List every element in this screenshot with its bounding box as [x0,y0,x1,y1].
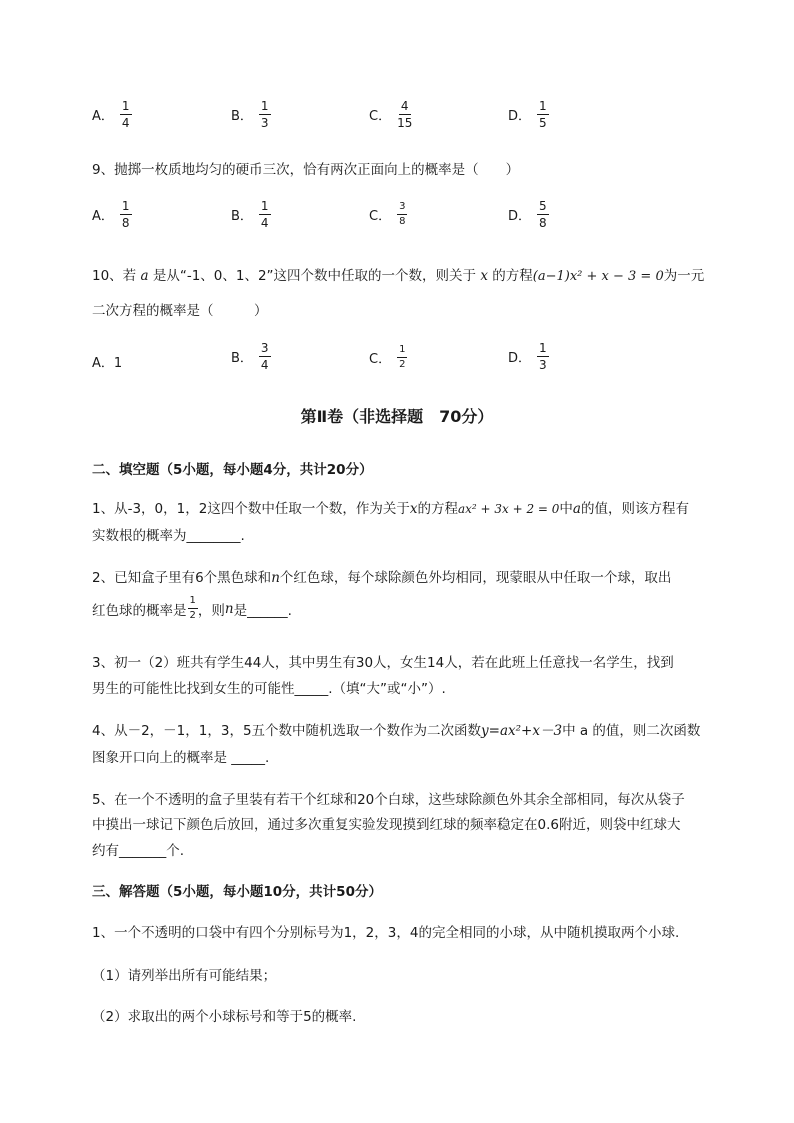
text: 是______. [233,602,292,619]
text: 2、已知盒子里有6个黑色球和 [92,570,272,586]
equation: ax² + 3x + 2 = 0 [457,502,560,516]
fraction-denominator: 3 [260,116,269,130]
fraction [397,345,407,370]
fill-q2-line-2 [92,596,292,621]
text: 10、若 [92,268,141,284]
part-title: 第Ⅱ卷（非选择题 70分） [300,407,494,426]
option-label: B． [231,351,253,366]
fraction-numerator: 1 [397,345,407,358]
variable: n [224,600,234,617]
equation: (a−1)x² + x − 3 = 0 [532,269,664,284]
q8-option-a[interactable] [92,100,132,129]
text: 个红色球，每个球除颜色外均相同，现蒙眼从中任取一个球，取出 [279,570,672,586]
option-label: B． [231,109,253,124]
text: ，则 [197,602,225,619]
fraction-denominator: 8 [539,216,547,230]
q9-option-b[interactable] [231,200,271,229]
fraction-denominator: 2 [399,359,406,370]
q8-option-c[interactable] [369,100,412,129]
text: 中 a 的值，则二次函数 [562,723,701,739]
fraction-numerator: 1 [121,99,130,113]
text: 的方程 [487,268,533,284]
q10-option-a[interactable] [92,352,122,371]
variable: n [271,570,280,586]
fraction-denominator: 15 [397,116,413,130]
text: 1、从-3，0，1，2这四个数中任取一个数，作为关于 [92,501,410,517]
fraction [120,200,132,229]
option-label: C． [369,109,392,124]
q10-line-2: 二次方程的概率是（ ） [92,303,268,319]
option-label: D． [508,351,532,366]
option-label: B． [231,209,253,224]
fraction [259,200,271,229]
fraction [537,100,549,129]
variable: x [480,268,488,284]
q10-option-b[interactable] [231,342,271,371]
fraction [188,596,198,621]
fraction [397,100,412,129]
section-heading-fill-in: 二、填空题（5小题，每小题4分，共计20分） [92,462,373,478]
option-label: D． [508,109,532,124]
fill-q1-line-2: 实数根的概率为________. [92,528,245,544]
equation: y=ax²+x－3 [481,723,563,739]
fraction [259,342,271,371]
text: 的方程 [417,501,458,517]
q10-line-1 [92,264,704,284]
fill-q1-line-1 [92,497,689,517]
fill-q4-line-1 [92,719,700,739]
variable: x [409,501,418,517]
fraction [537,342,549,371]
variable: a [140,268,149,284]
fraction-denominator: 2 [189,610,196,621]
fill-q2-line-1 [92,566,671,586]
q9-option-a[interactable] [92,200,132,229]
option-label: A． [92,209,114,224]
text: 4、从－2，－1，1，3，5五个数中随机选取一个数作为二次函数 [92,723,482,739]
option-label: C． [369,209,392,224]
q9-option-c[interactable] [369,202,407,227]
fraction-denominator: 3 [539,358,547,372]
option-label: D． [508,209,532,224]
fraction-denominator: 5 [539,116,547,130]
q9-option-d[interactable] [508,200,549,229]
fraction-numerator: 1 [121,199,130,213]
fraction [120,100,132,129]
q10-option-c[interactable] [369,345,407,370]
solve-q1-sub-2: （2）求取出的两个小球标号和等于5的概率. [92,1009,357,1025]
fraction [537,200,549,229]
solve-q1-sub-1: （1）请列举出所有可能结果； [92,968,277,984]
variable: a [572,501,581,517]
fraction-numerator: 1 [539,341,547,355]
fraction-denominator: 4 [260,358,269,372]
q9-text: 9、抛掷一枚质地均匀的硬币三次，恰有两次正面向上的概率是（ ） [92,162,520,178]
fill-q5-line-3: 约有_______个. [92,843,185,859]
fraction-numerator: 3 [260,341,269,355]
fraction-denominator: 8 [121,216,130,230]
fraction [397,202,407,227]
fraction-denominator: 4 [260,216,269,230]
q8-option-d[interactable] [508,100,549,129]
fraction-numerator: 1 [188,596,198,609]
q10-option-d[interactable] [508,342,549,371]
text: 红色球的概率是 [92,602,187,619]
fill-q5-line-2: 中摸出一球记下颜色后放回，通过多次重复实验发现摸到红球的频率稳定在0.6附近，则袋中红球大 [92,817,681,833]
fraction-numerator: 4 [400,99,409,113]
fraction-numerator: 1 [539,99,547,113]
fill-q3-line-2: 男生的可能性比找到女生的可能性_____.（填“大”或“小”）. [92,681,446,697]
text: 中 [559,501,573,517]
q8-option-b[interactable] [231,100,271,129]
fraction-denominator: 8 [399,216,406,227]
fraction-numerator: 3 [397,202,407,215]
option-label: C． [369,352,392,367]
solve-q1-text: 1、一个不透明的口袋中有四个分别标号为1，2，3，4的完全相同的小球，从中随机摸取两个小球. [92,925,680,941]
fill-q4-line-2: 图象开口向上的概率是 _____. [92,750,270,766]
option-label: A． [92,109,114,124]
fraction-numerator: 1 [260,199,269,213]
fraction-numerator: 5 [539,199,547,213]
fill-q5-line-1: 5、在一个不透明的盒子里装有若干个红球和20个白球，这些球除颜色外其余全部相同，每次从袋子 [92,792,685,808]
fraction-numerator: 1 [260,99,269,113]
fraction [259,100,271,129]
fill-q3-line-1: 3、初一（2）班共有学生44人，其中男生有30人，女生14人，若在此班上任意找一名学生，找到 [92,655,674,671]
text: 的值，则该方程有 [580,501,689,517]
fraction-denominator: 4 [121,116,130,130]
text: 为一元 [663,268,705,284]
option-label: A．1 [92,356,123,371]
text: 是从“-1、0、1、2”这四个数中任取的一个数，则关于 [148,268,481,284]
section-heading-solve: 三、解答题（5小题，每小题10分，共计50分） [92,884,382,900]
